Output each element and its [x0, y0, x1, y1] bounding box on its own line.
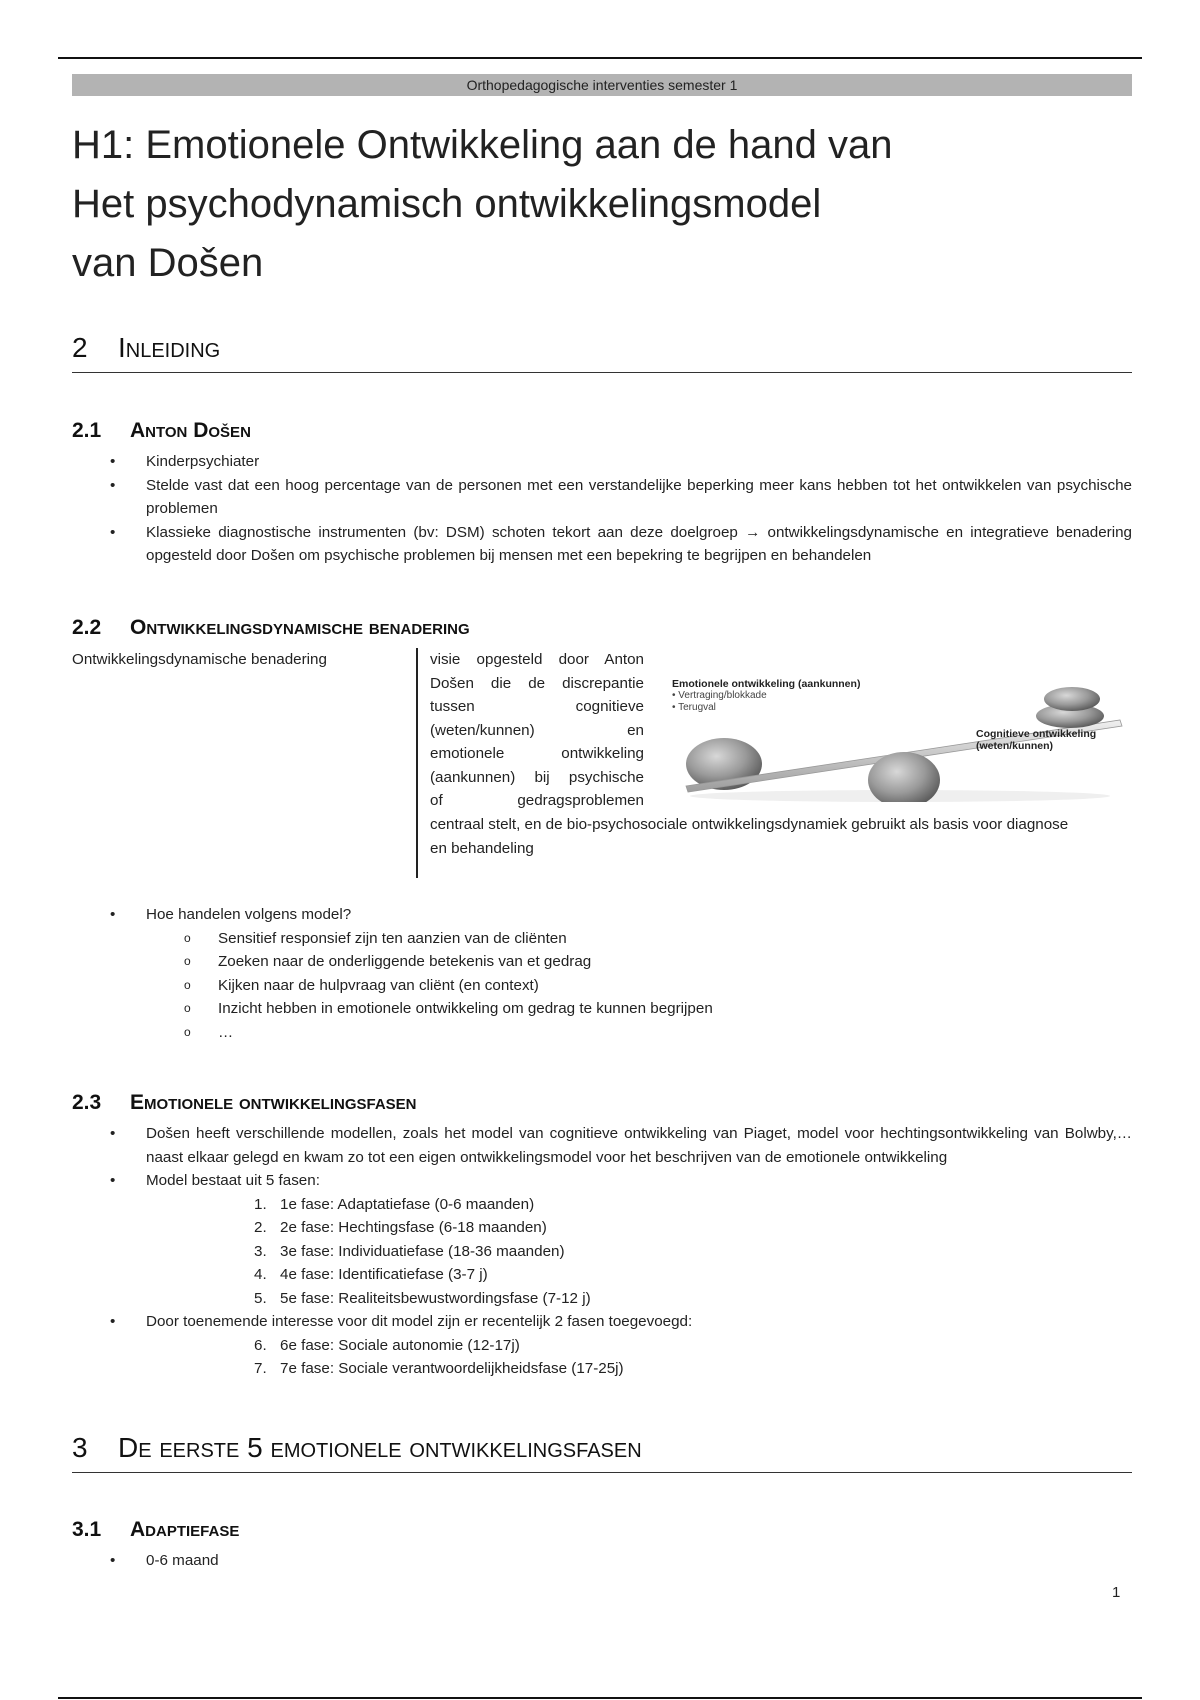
phases-list	[72, 1122, 1132, 1381]
title-line-2: Het psychodynamisch ontwikkelingsmodel	[72, 182, 822, 226]
cognitive-label: Cognitieve ontwikkeling (weten/kunnen)	[976, 728, 1097, 752]
subsection-number: 3.1	[72, 1518, 102, 1541]
list-item: • Kinderpsychiater	[110, 453, 260, 470]
phase-item: 2. 2e fase: Hechtingsfase (6-18 maanden)	[254, 1219, 547, 1236]
heading-section-2	[72, 332, 1132, 373]
definition-text-continued: centraal stelt, en de bio-psychosociale ontwikkelingsdynamiek gebruikt als basis voor diagnose en behandeling	[430, 816, 1069, 857]
subsection-number: 2.1	[72, 419, 102, 442]
subsection-number: 2.2	[72, 616, 102, 639]
sub-list-item: o …	[184, 1023, 234, 1041]
anton-dosen-list	[72, 450, 1132, 568]
sub-list-item: o Sensitief responsief zijn ten aanzien van de cliënten	[184, 929, 567, 947]
definition-divider	[416, 648, 418, 878]
list-item: • Hoe handelen volgens model? o Sensitief responsief zijn ten aanzien van de cliënten o Zoeken naar de onderliggende betekenis van et gedrag o Kijken naar de hulpvraag van cliënt (en context) o Inzicht hebben in emotionele ontwikkeling om gedrag te kunnen begrijpen o …	[72, 903, 1132, 1044]
heading-2-2	[72, 616, 470, 640]
section-title: De eerste 5 emotionele ontwikkelingsfasen	[118, 1432, 642, 1463]
title-line-3: van Došen	[72, 241, 264, 285]
running-header: Orthopedagogische interventies semester 1	[72, 74, 1132, 96]
subsection-title: Emotionele ontwikkelingsfasen	[130, 1091, 417, 1114]
definition-text: visie opgesteld door Anton Došen die de discrepantie tussen cognitieve (weten/kunnen) en emotionele ontwikkeling (aankunnen) bij psychische of gedragsproblemen	[430, 651, 644, 809]
heading-section-3	[72, 1432, 1132, 1473]
phase-item: 4. 4e fase: Identificatiefase (3-7 j)	[254, 1266, 488, 1283]
subsection-title: Adaptiefase	[130, 1518, 240, 1541]
list-item: • 0-6 maand	[110, 1552, 219, 1569]
list-item: • Klassieke diagnostische instrumenten (bv: DSM) schoten tekort aan deze doelgroep → ontwikkelingsdynamische en integratieve benadering opgesteld door Došen om psychische problemen bij mensen met een bepekring te begrijpen en behandelen	[110, 523, 1132, 564]
sub-list-item: o Kijken naar de hulpvraag van cliënt (en context)	[184, 976, 539, 994]
balance-figure	[672, 668, 1128, 802]
section-number: 2	[72, 332, 88, 363]
subsection-title: Anton Došen	[130, 419, 251, 442]
section-number: 3	[72, 1432, 88, 1463]
subsection-number: 2.3	[72, 1091, 102, 1114]
list-item: • Stelde vast dat een hoog percentage van de personen met een verstandelijke beperking meer kans hebben tot het ontwikkelen van psychische problemen	[110, 476, 1132, 517]
emotional-bullets: • Vertraging/blokkade • Terugval	[672, 690, 767, 714]
phase-item: 5. 5e fase: Realiteitsbewustwordingsfase (7-12 j)	[254, 1289, 591, 1307]
list-item: • Model bestaat uit 5 fasen: 1. 1e fase: Adaptatiefase (0-6 maanden) 2. 2e fase: Hechtingsfase (6-18 maanden) 3. 3e fase: Individuatiefase (18-36 maanden) 4. 4e fase: Identificatiefase (3-7 j) 5. 5e fase: Realiteitsbewustwordingsfase (7-12 j)	[72, 1169, 1132, 1310]
document-title	[72, 116, 1132, 293]
phase-item: 6. 6e fase: Sociale autonomie (12-17j)	[254, 1336, 520, 1354]
emotional-label: Emotionele ontwikkeling (aankunnen)	[672, 678, 861, 690]
heading-2-1	[72, 419, 251, 443]
adaptiefase-list	[72, 1549, 1132, 1573]
definition-term: Ontwikkelingsdynamische benadering	[72, 651, 327, 668]
list-item: • Došen heeft verschillende modellen, zoals het model van cognitieve ontwikkeling van Piaget, model voor hechtingsontwikkeling van Bolwby,… naast elkaar gelegd en kwam zo tot een eigen ontwikkelingsmodel voor het beschrijven van de emotionele ontwikkeling	[110, 1125, 1132, 1166]
phase-item: 3. 3e fase: Individuatiefase (18-36 maanden)	[254, 1242, 565, 1260]
subsection-title: Ontwikkelingsdynamische benadering	[130, 616, 470, 639]
title-line-1: H1: Emotionele Ontwikkeling aan de hand van	[72, 123, 893, 167]
heading-3-1	[72, 1518, 239, 1542]
list-item: • Door toenemende interesse voor dit model zijn er recentelijk 2 fasen toegevoegd: 6. 6e fase: Sociale autonomie (12-17j) 7. 7e fase: Sociale verantwoordelijkheidsfase (17-25j)	[72, 1310, 1132, 1381]
heading-2-3	[72, 1091, 417, 1115]
phase-item: 7. 7e fase: Sociale verantwoordelijkheidsfase (17-25j)	[254, 1360, 624, 1377]
sub-list-item: o Zoeken naar de onderliggende betekenis van et gedrag	[184, 953, 592, 970]
top-rule	[58, 57, 1142, 59]
section-title: Inleiding	[118, 332, 221, 363]
handling-list	[72, 903, 1132, 1044]
page-number: 1	[1112, 1584, 1121, 1601]
phase-item: 1. 1e fase: Adaptatiefase (0-6 maanden)	[254, 1195, 535, 1213]
sub-list-item: o Inzicht hebben in emotionele ontwikkeling om gedrag te kunnen begrijpen	[184, 1000, 713, 1017]
bottom-rule	[58, 1697, 1142, 1699]
